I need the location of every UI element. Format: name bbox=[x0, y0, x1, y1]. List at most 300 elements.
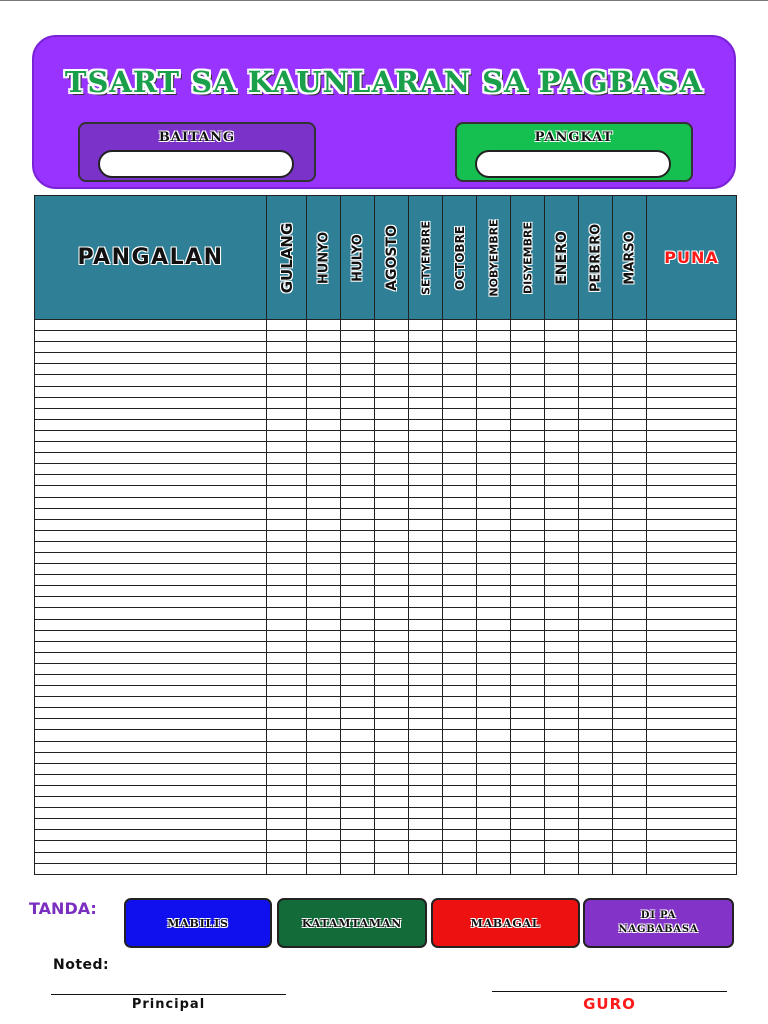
month-cell[interactable] bbox=[477, 552, 511, 563]
month-cell[interactable] bbox=[267, 697, 307, 708]
remarks-cell[interactable] bbox=[647, 819, 737, 830]
month-cell[interactable] bbox=[375, 619, 409, 630]
month-cell[interactable] bbox=[341, 797, 375, 808]
month-cell[interactable] bbox=[443, 819, 477, 830]
month-cell[interactable] bbox=[443, 397, 477, 408]
month-cell[interactable] bbox=[511, 863, 545, 874]
month-cell[interactable] bbox=[307, 586, 341, 597]
name-cell[interactable] bbox=[35, 852, 267, 863]
month-cell[interactable] bbox=[545, 519, 579, 530]
month-cell[interactable] bbox=[267, 586, 307, 597]
month-cell[interactable] bbox=[307, 353, 341, 364]
month-cell[interactable] bbox=[579, 575, 613, 586]
month-cell[interactable] bbox=[613, 708, 647, 719]
name-cell[interactable] bbox=[35, 830, 267, 841]
name-cell[interactable] bbox=[35, 841, 267, 852]
month-cell[interactable] bbox=[613, 686, 647, 697]
month-cell[interactable] bbox=[579, 841, 613, 852]
month-cell[interactable] bbox=[409, 641, 443, 652]
month-cell[interactable] bbox=[341, 564, 375, 575]
month-cell[interactable] bbox=[613, 397, 647, 408]
month-cell[interactable] bbox=[545, 541, 579, 552]
month-cell[interactable] bbox=[579, 597, 613, 608]
month-cell[interactable] bbox=[409, 320, 443, 331]
month-cell[interactable] bbox=[545, 397, 579, 408]
month-cell[interactable] bbox=[375, 719, 409, 730]
month-cell[interactable] bbox=[477, 408, 511, 419]
name-cell[interactable] bbox=[35, 752, 267, 763]
month-cell[interactable] bbox=[341, 586, 375, 597]
month-cell[interactable] bbox=[267, 808, 307, 819]
month-cell[interactable] bbox=[307, 475, 341, 486]
month-cell[interactable] bbox=[443, 608, 477, 619]
month-cell[interactable] bbox=[511, 430, 545, 441]
month-cell[interactable] bbox=[443, 619, 477, 630]
name-cell[interactable] bbox=[35, 597, 267, 608]
month-cell[interactable] bbox=[267, 375, 307, 386]
month-cell[interactable] bbox=[443, 364, 477, 375]
month-cell[interactable] bbox=[375, 797, 409, 808]
month-cell[interactable] bbox=[341, 819, 375, 830]
month-cell[interactable] bbox=[477, 541, 511, 552]
month-cell[interactable] bbox=[341, 475, 375, 486]
month-cell[interactable] bbox=[579, 630, 613, 641]
month-cell[interactable] bbox=[267, 641, 307, 652]
month-cell[interactable] bbox=[375, 608, 409, 619]
month-cell[interactable] bbox=[307, 453, 341, 464]
month-cell[interactable] bbox=[341, 453, 375, 464]
month-cell[interactable] bbox=[545, 497, 579, 508]
month-cell[interactable] bbox=[409, 364, 443, 375]
month-cell[interactable] bbox=[511, 763, 545, 774]
month-cell[interactable] bbox=[613, 608, 647, 619]
month-cell[interactable] bbox=[613, 697, 647, 708]
month-cell[interactable] bbox=[613, 486, 647, 497]
month-cell[interactable] bbox=[341, 519, 375, 530]
month-cell[interactable] bbox=[267, 353, 307, 364]
month-cell[interactable] bbox=[477, 364, 511, 375]
month-cell[interactable] bbox=[375, 774, 409, 785]
month-cell[interactable] bbox=[443, 730, 477, 741]
month-cell[interactable] bbox=[307, 741, 341, 752]
month-cell[interactable] bbox=[375, 763, 409, 774]
month-cell[interactable] bbox=[579, 863, 613, 874]
month-cell[interactable] bbox=[477, 430, 511, 441]
month-cell[interactable] bbox=[307, 797, 341, 808]
month-cell[interactable] bbox=[375, 752, 409, 763]
month-cell[interactable] bbox=[341, 541, 375, 552]
month-cell[interactable] bbox=[511, 619, 545, 630]
month-cell[interactable] bbox=[477, 475, 511, 486]
month-cell[interactable] bbox=[545, 597, 579, 608]
month-cell[interactable] bbox=[267, 785, 307, 796]
name-cell[interactable] bbox=[35, 586, 267, 597]
month-cell[interactable] bbox=[613, 785, 647, 796]
month-cell[interactable] bbox=[375, 785, 409, 796]
month-cell[interactable] bbox=[409, 586, 443, 597]
month-cell[interactable] bbox=[375, 675, 409, 686]
month-cell[interactable] bbox=[443, 353, 477, 364]
month-cell[interactable] bbox=[477, 375, 511, 386]
month-cell[interactable] bbox=[545, 830, 579, 841]
month-cell[interactable] bbox=[375, 475, 409, 486]
name-cell[interactable] bbox=[35, 675, 267, 686]
month-cell[interactable] bbox=[545, 575, 579, 586]
month-cell[interactable] bbox=[341, 597, 375, 608]
month-cell[interactable] bbox=[613, 730, 647, 741]
month-cell[interactable] bbox=[267, 464, 307, 475]
month-cell[interactable] bbox=[341, 741, 375, 752]
month-cell[interactable] bbox=[613, 342, 647, 353]
month-cell[interactable] bbox=[477, 697, 511, 708]
month-cell[interactable] bbox=[341, 353, 375, 364]
month-cell[interactable] bbox=[409, 741, 443, 752]
remarks-cell[interactable] bbox=[647, 830, 737, 841]
month-cell[interactable] bbox=[443, 785, 477, 796]
month-cell[interactable] bbox=[477, 342, 511, 353]
month-cell[interactable] bbox=[375, 453, 409, 464]
name-cell[interactable] bbox=[35, 686, 267, 697]
month-cell[interactable] bbox=[307, 808, 341, 819]
month-cell[interactable] bbox=[545, 419, 579, 430]
month-cell[interactable] bbox=[477, 564, 511, 575]
remarks-cell[interactable] bbox=[647, 752, 737, 763]
month-cell[interactable] bbox=[341, 675, 375, 686]
month-cell[interactable] bbox=[409, 597, 443, 608]
month-cell[interactable] bbox=[477, 530, 511, 541]
month-cell[interactable] bbox=[341, 719, 375, 730]
month-cell[interactable] bbox=[511, 652, 545, 663]
month-cell[interactable] bbox=[613, 863, 647, 874]
remarks-cell[interactable] bbox=[647, 763, 737, 774]
month-cell[interactable] bbox=[511, 364, 545, 375]
month-cell[interactable] bbox=[477, 353, 511, 364]
month-cell[interactable] bbox=[409, 530, 443, 541]
month-cell[interactable] bbox=[545, 852, 579, 863]
month-cell[interactable] bbox=[579, 397, 613, 408]
month-cell[interactable] bbox=[267, 797, 307, 808]
month-cell[interactable] bbox=[613, 808, 647, 819]
month-cell[interactable] bbox=[443, 752, 477, 763]
month-cell[interactable] bbox=[443, 419, 477, 430]
month-cell[interactable] bbox=[443, 763, 477, 774]
remarks-cell[interactable] bbox=[647, 575, 737, 586]
month-cell[interactable] bbox=[477, 730, 511, 741]
month-cell[interactable] bbox=[477, 785, 511, 796]
month-cell[interactable] bbox=[477, 331, 511, 342]
month-cell[interactable] bbox=[477, 686, 511, 697]
month-cell[interactable] bbox=[579, 519, 613, 530]
month-cell[interactable] bbox=[545, 785, 579, 796]
month-cell[interactable] bbox=[511, 852, 545, 863]
month-cell[interactable] bbox=[307, 575, 341, 586]
month-cell[interactable] bbox=[267, 774, 307, 785]
month-cell[interactable] bbox=[579, 331, 613, 342]
month-cell[interactable] bbox=[409, 663, 443, 674]
month-cell[interactable] bbox=[341, 530, 375, 541]
name-cell[interactable] bbox=[35, 453, 267, 464]
month-cell[interactable] bbox=[341, 320, 375, 331]
month-cell[interactable] bbox=[613, 586, 647, 597]
month-cell[interactable] bbox=[511, 808, 545, 819]
month-cell[interactable] bbox=[341, 386, 375, 397]
month-cell[interactable] bbox=[477, 519, 511, 530]
month-cell[interactable] bbox=[579, 774, 613, 785]
month-cell[interactable] bbox=[307, 730, 341, 741]
month-cell[interactable] bbox=[375, 342, 409, 353]
month-cell[interactable] bbox=[545, 808, 579, 819]
month-cell[interactable] bbox=[579, 464, 613, 475]
month-cell[interactable] bbox=[545, 675, 579, 686]
month-cell[interactable] bbox=[341, 774, 375, 785]
month-cell[interactable] bbox=[579, 752, 613, 763]
month-cell[interactable] bbox=[267, 730, 307, 741]
month-cell[interactable] bbox=[267, 530, 307, 541]
month-cell[interactable] bbox=[267, 663, 307, 674]
month-cell[interactable] bbox=[409, 464, 443, 475]
month-cell[interactable] bbox=[375, 819, 409, 830]
month-cell[interactable] bbox=[511, 564, 545, 575]
month-cell[interactable] bbox=[409, 752, 443, 763]
name-cell[interactable] bbox=[35, 552, 267, 563]
month-cell[interactable] bbox=[267, 364, 307, 375]
month-cell[interactable] bbox=[375, 541, 409, 552]
month-cell[interactable] bbox=[443, 530, 477, 541]
month-cell[interactable] bbox=[375, 686, 409, 697]
month-cell[interactable] bbox=[443, 808, 477, 819]
remarks-cell[interactable] bbox=[647, 652, 737, 663]
month-cell[interactable] bbox=[613, 774, 647, 785]
month-cell[interactable] bbox=[579, 320, 613, 331]
month-cell[interactable] bbox=[341, 497, 375, 508]
name-cell[interactable] bbox=[35, 464, 267, 475]
month-cell[interactable] bbox=[613, 719, 647, 730]
month-cell[interactable] bbox=[267, 719, 307, 730]
month-cell[interactable] bbox=[307, 863, 341, 874]
month-cell[interactable] bbox=[443, 863, 477, 874]
month-cell[interactable] bbox=[613, 508, 647, 519]
month-cell[interactable] bbox=[613, 430, 647, 441]
month-cell[interactable] bbox=[545, 763, 579, 774]
month-cell[interactable] bbox=[579, 552, 613, 563]
month-cell[interactable] bbox=[307, 697, 341, 708]
month-cell[interactable] bbox=[613, 641, 647, 652]
month-cell[interactable] bbox=[341, 652, 375, 663]
month-cell[interactable] bbox=[511, 397, 545, 408]
month-cell[interactable] bbox=[375, 597, 409, 608]
month-cell[interactable] bbox=[477, 608, 511, 619]
month-cell[interactable] bbox=[409, 675, 443, 686]
month-cell[interactable] bbox=[375, 575, 409, 586]
remarks-cell[interactable] bbox=[647, 519, 737, 530]
month-cell[interactable] bbox=[613, 320, 647, 331]
month-cell[interactable] bbox=[375, 442, 409, 453]
month-cell[interactable] bbox=[613, 575, 647, 586]
month-cell[interactable] bbox=[409, 508, 443, 519]
month-cell[interactable] bbox=[267, 419, 307, 430]
month-cell[interactable] bbox=[307, 442, 341, 453]
month-cell[interactable] bbox=[341, 863, 375, 874]
month-cell[interactable] bbox=[409, 486, 443, 497]
month-cell[interactable] bbox=[579, 663, 613, 674]
month-cell[interactable] bbox=[267, 386, 307, 397]
guro-signature-line[interactable] bbox=[492, 991, 727, 992]
month-cell[interactable] bbox=[579, 641, 613, 652]
month-cell[interactable] bbox=[307, 841, 341, 852]
month-cell[interactable] bbox=[443, 741, 477, 752]
month-cell[interactable] bbox=[307, 430, 341, 441]
month-cell[interactable] bbox=[443, 320, 477, 331]
remarks-cell[interactable] bbox=[647, 497, 737, 508]
month-cell[interactable] bbox=[579, 442, 613, 453]
remarks-cell[interactable] bbox=[647, 597, 737, 608]
month-cell[interactable] bbox=[267, 608, 307, 619]
month-cell[interactable] bbox=[511, 719, 545, 730]
month-cell[interactable] bbox=[341, 552, 375, 563]
month-cell[interactable] bbox=[511, 541, 545, 552]
remarks-cell[interactable] bbox=[647, 852, 737, 863]
remarks-cell[interactable] bbox=[647, 541, 737, 552]
month-cell[interactable] bbox=[545, 841, 579, 852]
month-cell[interactable] bbox=[579, 675, 613, 686]
month-cell[interactable] bbox=[341, 464, 375, 475]
remarks-cell[interactable] bbox=[647, 641, 737, 652]
month-cell[interactable] bbox=[579, 619, 613, 630]
month-cell[interactable] bbox=[409, 430, 443, 441]
name-cell[interactable] bbox=[35, 419, 267, 430]
month-cell[interactable] bbox=[409, 331, 443, 342]
month-cell[interactable] bbox=[443, 586, 477, 597]
month-cell[interactable] bbox=[545, 386, 579, 397]
month-cell[interactable] bbox=[409, 630, 443, 641]
month-cell[interactable] bbox=[267, 486, 307, 497]
month-cell[interactable] bbox=[545, 797, 579, 808]
remarks-cell[interactable] bbox=[647, 719, 737, 730]
month-cell[interactable] bbox=[375, 730, 409, 741]
month-cell[interactable] bbox=[613, 797, 647, 808]
month-cell[interactable] bbox=[477, 586, 511, 597]
month-cell[interactable] bbox=[307, 519, 341, 530]
name-cell[interactable] bbox=[35, 630, 267, 641]
name-cell[interactable] bbox=[35, 530, 267, 541]
month-cell[interactable] bbox=[511, 475, 545, 486]
remarks-cell[interactable] bbox=[647, 675, 737, 686]
month-cell[interactable] bbox=[545, 708, 579, 719]
month-cell[interactable] bbox=[307, 608, 341, 619]
month-cell[interactable] bbox=[341, 830, 375, 841]
name-cell[interactable] bbox=[35, 785, 267, 796]
remarks-cell[interactable] bbox=[647, 697, 737, 708]
month-cell[interactable] bbox=[477, 819, 511, 830]
month-cell[interactable] bbox=[307, 708, 341, 719]
month-cell[interactable] bbox=[341, 608, 375, 619]
month-cell[interactable] bbox=[307, 774, 341, 785]
name-cell[interactable] bbox=[35, 408, 267, 419]
month-cell[interactable] bbox=[511, 663, 545, 674]
name-cell[interactable] bbox=[35, 774, 267, 785]
month-cell[interactable] bbox=[307, 597, 341, 608]
month-cell[interactable] bbox=[375, 375, 409, 386]
month-cell[interactable] bbox=[613, 597, 647, 608]
month-cell[interactable] bbox=[341, 808, 375, 819]
month-cell[interactable] bbox=[477, 320, 511, 331]
month-cell[interactable] bbox=[545, 697, 579, 708]
month-cell[interactable] bbox=[443, 697, 477, 708]
month-cell[interactable] bbox=[477, 486, 511, 497]
month-cell[interactable] bbox=[307, 663, 341, 674]
month-cell[interactable] bbox=[545, 331, 579, 342]
month-cell[interactable] bbox=[545, 752, 579, 763]
remarks-cell[interactable] bbox=[647, 808, 737, 819]
month-cell[interactable] bbox=[545, 630, 579, 641]
remarks-cell[interactable] bbox=[647, 464, 737, 475]
remarks-cell[interactable] bbox=[647, 486, 737, 497]
month-cell[interactable] bbox=[579, 408, 613, 419]
month-cell[interactable] bbox=[613, 475, 647, 486]
month-cell[interactable] bbox=[375, 508, 409, 519]
remarks-cell[interactable] bbox=[647, 353, 737, 364]
month-cell[interactable] bbox=[307, 408, 341, 419]
month-cell[interactable] bbox=[409, 342, 443, 353]
month-cell[interactable] bbox=[267, 652, 307, 663]
remarks-cell[interactable] bbox=[647, 331, 737, 342]
month-cell[interactable] bbox=[409, 797, 443, 808]
month-cell[interactable] bbox=[511, 841, 545, 852]
month-cell[interactable] bbox=[341, 852, 375, 863]
month-cell[interactable] bbox=[375, 697, 409, 708]
month-cell[interactable] bbox=[341, 785, 375, 796]
name-cell[interactable] bbox=[35, 719, 267, 730]
month-cell[interactable] bbox=[545, 608, 579, 619]
month-cell[interactable] bbox=[443, 675, 477, 686]
month-cell[interactable] bbox=[341, 752, 375, 763]
month-cell[interactable] bbox=[545, 508, 579, 519]
month-cell[interactable] bbox=[267, 442, 307, 453]
name-cell[interactable] bbox=[35, 331, 267, 342]
month-cell[interactable] bbox=[267, 430, 307, 441]
month-cell[interactable] bbox=[409, 397, 443, 408]
remarks-cell[interactable] bbox=[647, 508, 737, 519]
month-cell[interactable] bbox=[545, 475, 579, 486]
month-cell[interactable] bbox=[341, 442, 375, 453]
name-cell[interactable] bbox=[35, 641, 267, 652]
month-cell[interactable] bbox=[579, 652, 613, 663]
month-cell[interactable] bbox=[375, 641, 409, 652]
month-cell[interactable] bbox=[443, 552, 477, 563]
month-cell[interactable] bbox=[477, 386, 511, 397]
remarks-cell[interactable] bbox=[647, 663, 737, 674]
month-cell[interactable] bbox=[375, 408, 409, 419]
month-cell[interactable] bbox=[267, 408, 307, 419]
month-cell[interactable] bbox=[579, 564, 613, 575]
month-cell[interactable] bbox=[511, 774, 545, 785]
month-cell[interactable] bbox=[267, 541, 307, 552]
month-cell[interactable] bbox=[613, 841, 647, 852]
month-cell[interactable] bbox=[267, 686, 307, 697]
month-cell[interactable] bbox=[613, 442, 647, 453]
name-cell[interactable] bbox=[35, 575, 267, 586]
month-cell[interactable] bbox=[341, 575, 375, 586]
name-cell[interactable] bbox=[35, 486, 267, 497]
month-cell[interactable] bbox=[307, 686, 341, 697]
month-cell[interactable] bbox=[511, 331, 545, 342]
name-cell[interactable] bbox=[35, 342, 267, 353]
month-cell[interactable] bbox=[341, 630, 375, 641]
month-cell[interactable] bbox=[511, 375, 545, 386]
month-cell[interactable] bbox=[443, 719, 477, 730]
month-cell[interactable] bbox=[477, 808, 511, 819]
month-cell[interactable] bbox=[267, 552, 307, 563]
